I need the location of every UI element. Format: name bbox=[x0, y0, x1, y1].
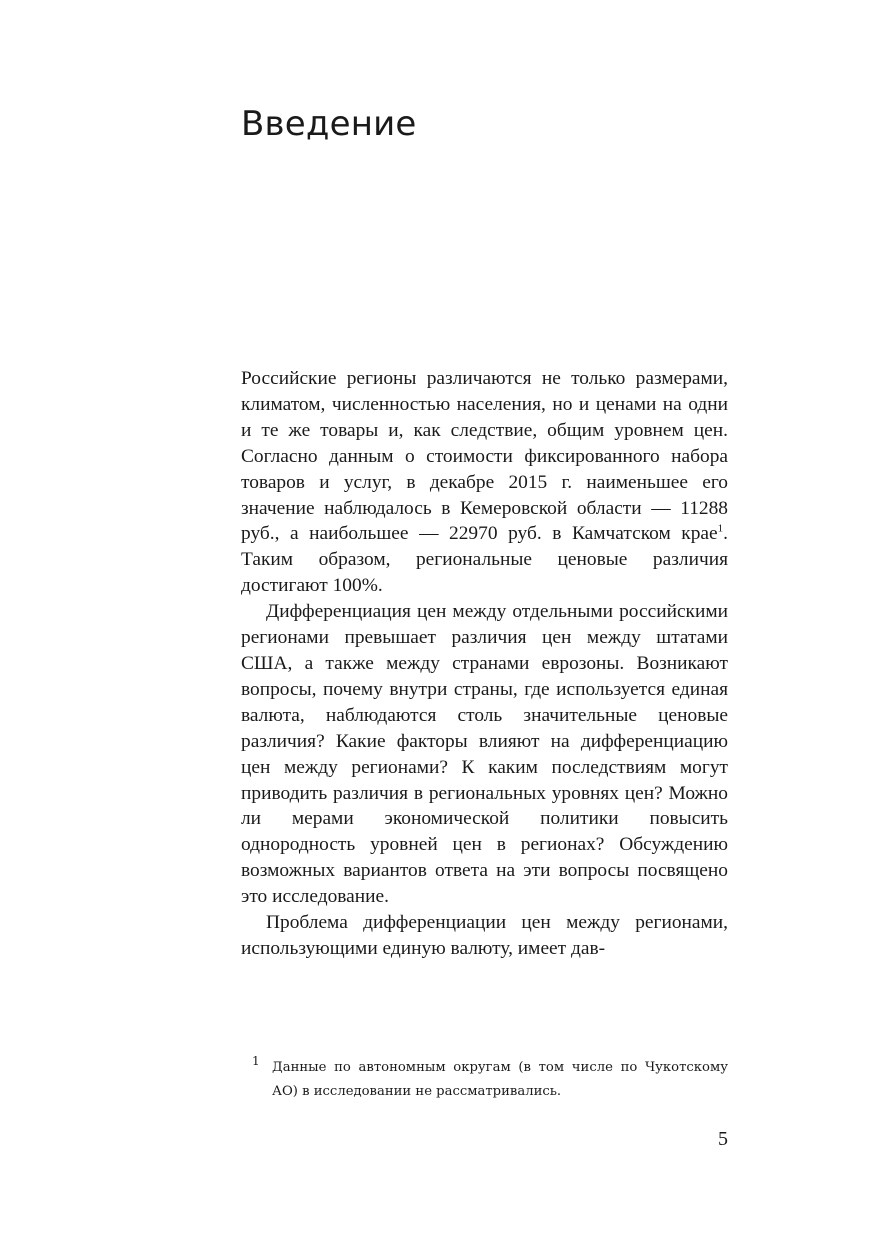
paragraph-1-text: Российские регионы различаются не только размерами, климатом, численностью населения, но и ценами на одни и те же товары и, как следствие, общим уровнем цен. Согласно данным о стоимости фиксированного набора товаров и услуг, в декабре 2015 г. наименьшее его значение наблюдалось в Кемеровской области — 11288 руб., а наибольшее — 22970 руб. в Камчатском крае bbox=[241, 368, 728, 545]
page-number: 5 bbox=[718, 1128, 728, 1150]
paragraph-2: Дифференциация цен между отдельными российскими регионами превышает различия цен между штатами США, а также между странами еврозоны. Возникают вопросы, почему внутри страны, где используется единая валюта, наблюдаются столь значительные ценовые различия? Какие факторы влияют на дифференциацию цен между регионами? К каким последствиям могут приводить различия в региональных уровнях цен? Можно ли мерами экономической политики повысить однородность уровней цен в регионах? Обсуждению возможных вариантов ответа на эти вопросы посвящено это исследование. bbox=[241, 601, 728, 908]
main-text bbox=[241, 366, 728, 962]
footnote-text: Данные по автономным округам (в том числе по Чукотскому АО) в исследовании не рассматривались. bbox=[272, 1060, 728, 1099]
paragraph-1 bbox=[241, 366, 728, 599]
chapter-title: Введение bbox=[241, 104, 417, 144]
footnote bbox=[252, 1056, 728, 1104]
footnote-reference: 1 bbox=[717, 522, 724, 535]
paragraph-1-text-end: . Таким образом, региональные ценовые различия достигают 100%. bbox=[241, 523, 728, 597]
footnote-number: 1 bbox=[252, 1054, 260, 1068]
paragraph-3: Проблема дифференциации цен между регионами, использующими единую валюту, имеет дав- bbox=[241, 912, 728, 959]
